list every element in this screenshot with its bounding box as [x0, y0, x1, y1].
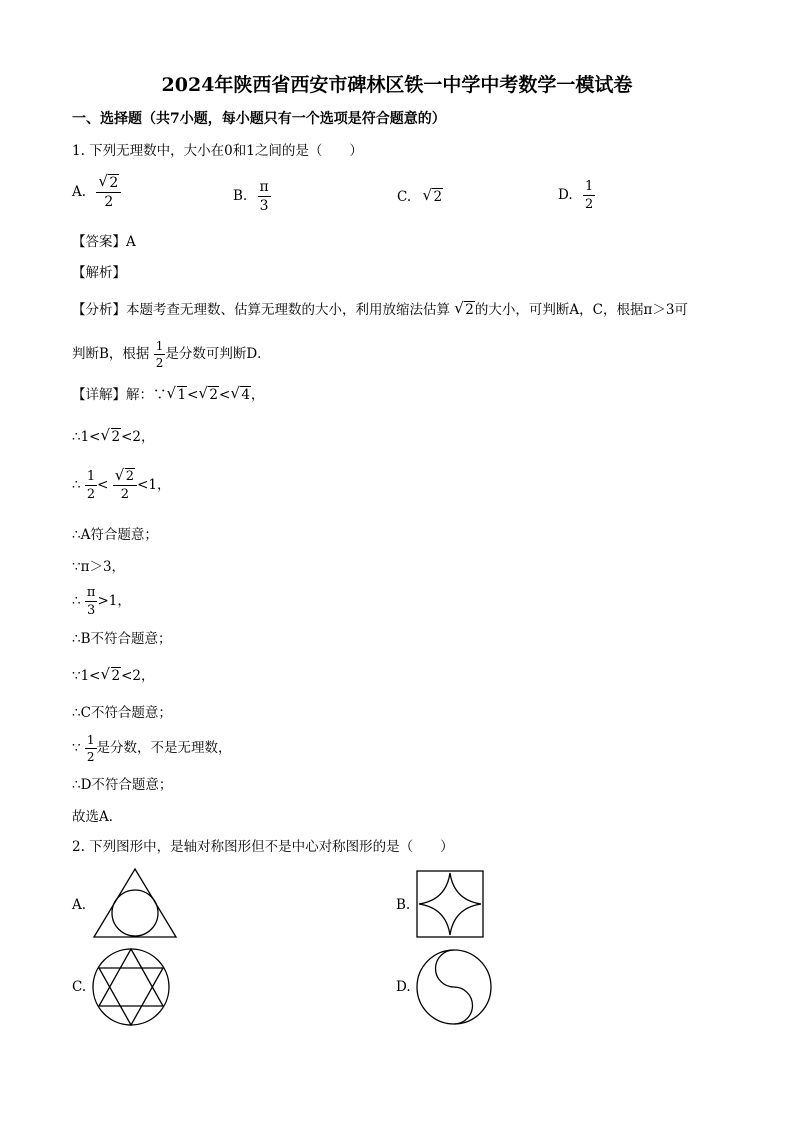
fenxi-text-2a: 判断B，根据 — [72, 346, 150, 362]
triangle-circle-figure[interactable] — [92, 867, 178, 939]
step-b-invalid: ∴B不符合题意； — [72, 631, 172, 647]
analysis-tag: 【解析】 — [72, 265, 126, 281]
answer-value: A — [126, 234, 136, 250]
option-d[interactable] — [558, 180, 595, 211]
fenxi-line-2: 判断B，根据 $\frac{1}{2}$ 是分数可判断D． — [72, 339, 271, 370]
option-b[interactable] — [233, 180, 271, 213]
answer-tag: 【答案】 — [72, 234, 126, 250]
option-d-denominator: 2 — [584, 197, 594, 212]
option-a-label: A. — [72, 184, 87, 200]
step-c-invalid: ∴C不符合题意； — [72, 705, 172, 721]
question-2-stem: 2. 下列图形中，是轴对称图形但不是中心对称图形的是（ ） — [72, 839, 454, 855]
fenxi-text-1a: 本题考查无理数、估算无理数的大小，利用放缩法估算 — [126, 302, 450, 318]
detail-line: 【详解】解：∵√ 1<√ 2<√ 4， — [72, 386, 264, 404]
step-pi-over-3: ∴ $\frac{\pi}{3}$ >1， — [72, 585, 131, 618]
square-star-figure[interactable] — [415, 869, 485, 939]
step-ineq-1: ∴1<√ 2<2， — [72, 428, 155, 446]
step-pi-gt-3: ∵π＞3， — [72, 559, 126, 575]
answer-line — [72, 233, 136, 251]
conclusion: 故选A． — [72, 809, 123, 825]
q2-option-d-label[interactable]: D. — [396, 979, 411, 995]
question-1-stem: 1. 下列无理数中，大小在0和1之间的是（ ） — [72, 143, 363, 159]
step-ineq-2: ∴ $\frac{1}{2}$ < √ $\frac{2}{2}$ <1， — [72, 470, 170, 501]
option-d-numerator: 1 — [584, 179, 594, 194]
fenxi-text-2b: 是分数可判断D． — [165, 346, 271, 362]
fenxi-tag: 【分析】 — [72, 302, 126, 318]
hexagram-circle-figure[interactable] — [90, 947, 172, 1027]
step-d-invalid: ∴D不符合题意； — [72, 777, 173, 793]
fenxi-line-1: 【分析】本题考查无理数、估算无理数的大小，利用放缩法估算 √ 2的大小，可判断A，C，根据π＞3可 — [72, 301, 688, 319]
option-a[interactable] — [72, 176, 121, 209]
q2-option-b-label[interactable]: B. — [396, 897, 411, 913]
option-a-denominator: 2 — [104, 194, 114, 210]
option-c-radicand: 2 — [433, 189, 443, 205]
step-half-text: 是分数，不是无理数， — [96, 740, 232, 756]
option-b-numerator: π — [259, 179, 269, 195]
option-b-denominator: 3 — [259, 198, 269, 214]
q2-option-c-label[interactable]: C. — [72, 979, 87, 995]
step-a-valid: ∴A符合题意； — [72, 527, 158, 543]
detail-text: 解：∵ — [126, 387, 167, 403]
step-half-fraction: ∵ $\frac{1}{2}$ 是分数，不是无理数， — [72, 733, 232, 764]
option-c-label: C. — [397, 189, 412, 205]
option-b-label: B. — [233, 188, 248, 204]
option-c[interactable] — [397, 188, 443, 206]
yin-yang-figure[interactable] — [415, 948, 493, 1026]
q2-option-a-label[interactable]: A. — [72, 897, 87, 913]
option-d-label: D. — [558, 187, 573, 203]
section-heading: 一、选择题（共7小题，每小题只有一个选项是符合题意的） — [72, 111, 446, 127]
fenxi-text-1b: 的大小，可判断A，C，根据π＞3可 — [474, 302, 688, 318]
step-ineq-3: ∵1<√ 2<2， — [72, 667, 155, 685]
option-a-numerator: 2 — [109, 175, 119, 191]
detail-tag: 【详解】 — [72, 387, 126, 403]
page-title: 2024年陕西省西安市碑林区铁一中学中考数学一模试卷 — [161, 74, 633, 96]
